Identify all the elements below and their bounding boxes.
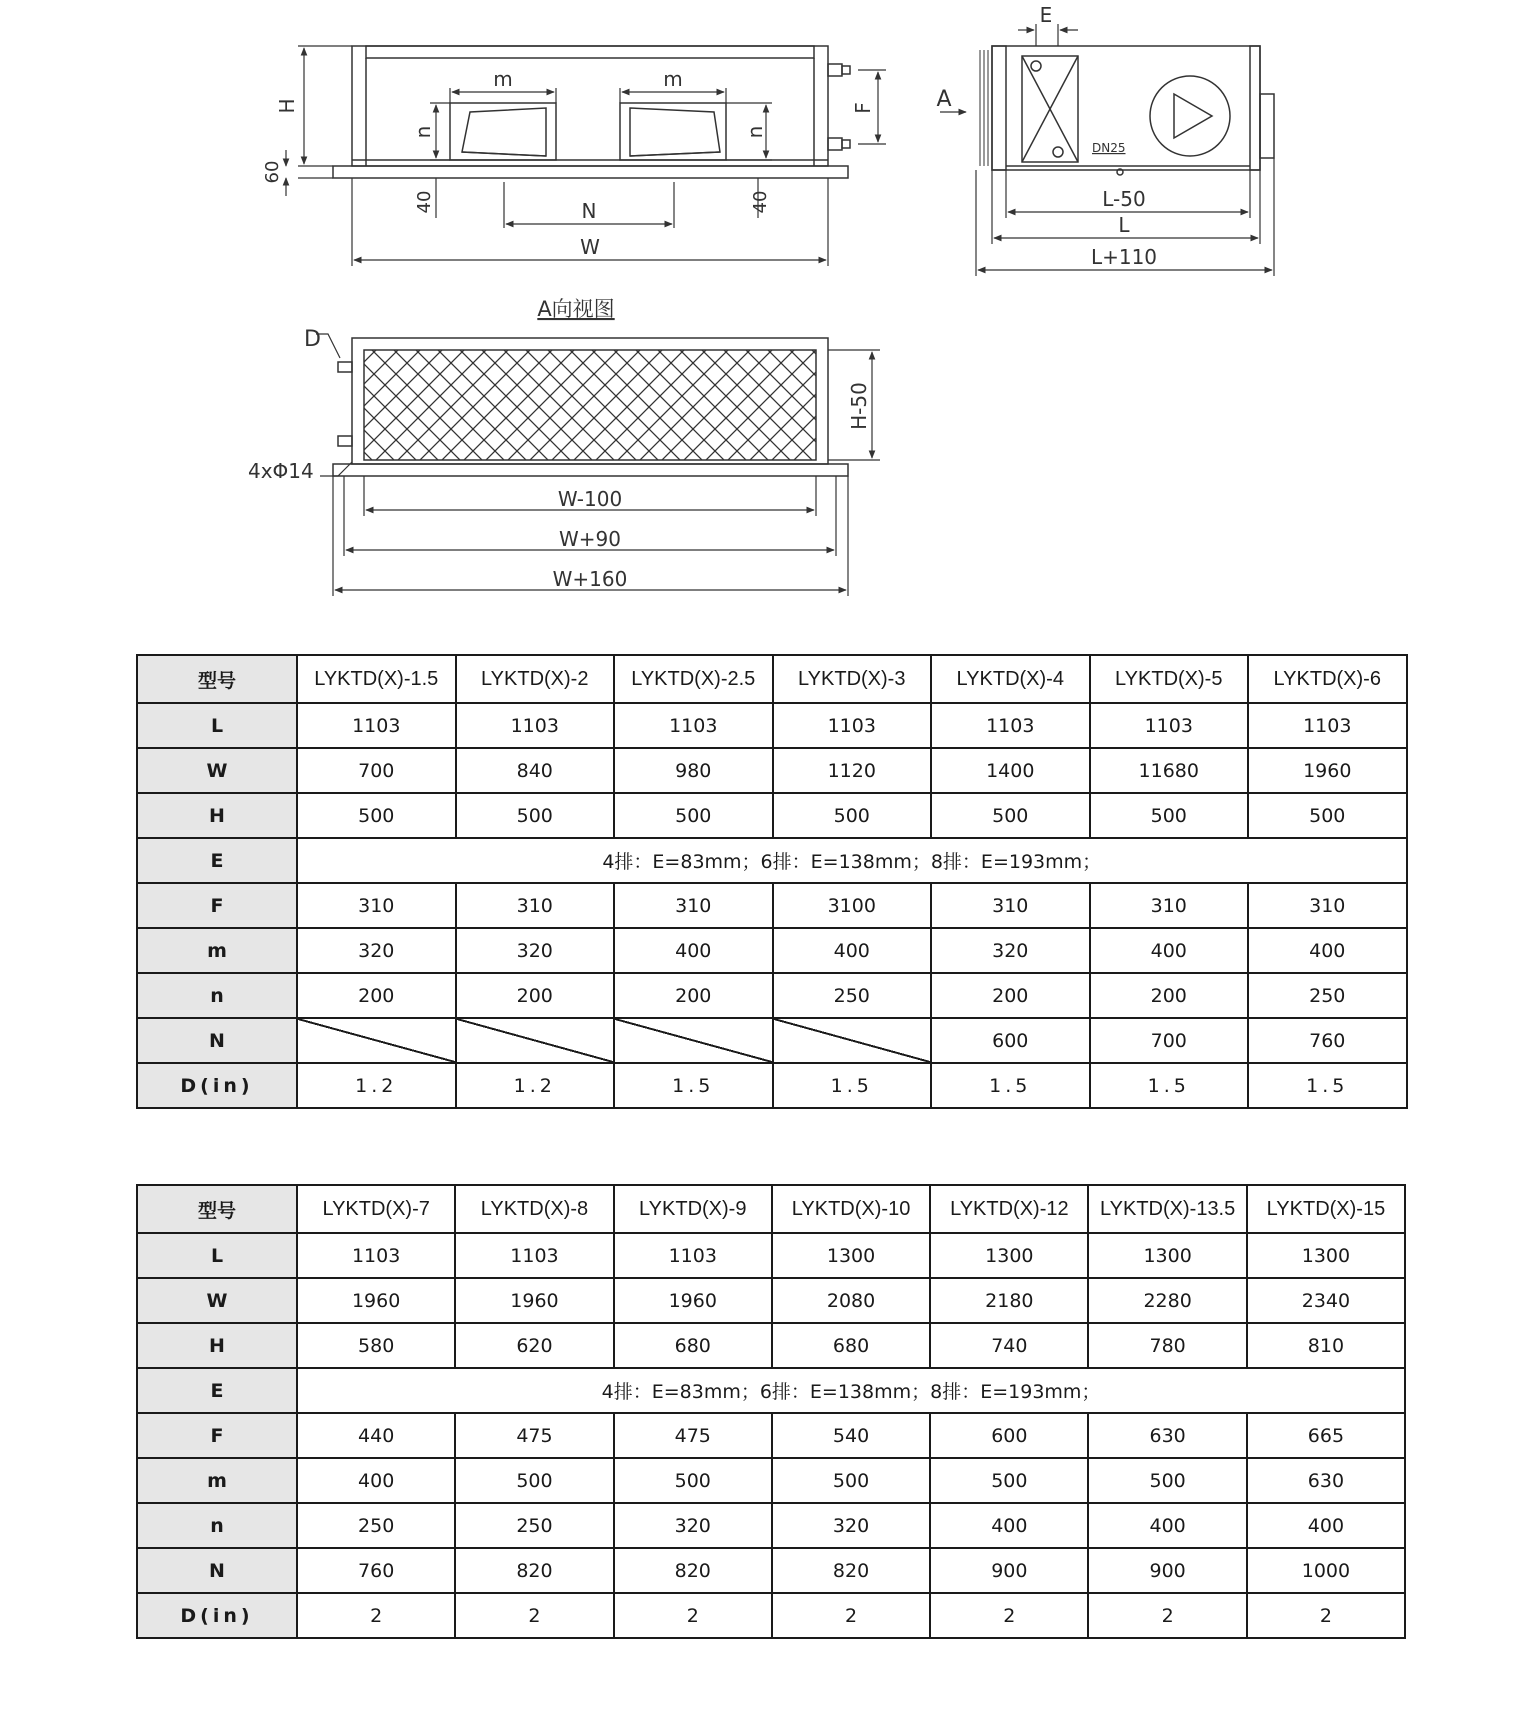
value-cell: 2 xyxy=(455,1593,613,1638)
table-row-w xyxy=(137,1278,1405,1323)
value-cell: 900 xyxy=(930,1548,1088,1593)
value-cell: 980 xyxy=(614,748,773,793)
value-cell: 2 xyxy=(1088,1593,1246,1638)
value-cell: 1.2 xyxy=(297,1063,456,1108)
value-cell: 630 xyxy=(1247,1458,1405,1503)
table-row-d xyxy=(137,1593,1405,1638)
value-cell: 500 xyxy=(614,793,773,838)
model-cell: LYKTD(X)-3 xyxy=(773,655,932,703)
value-cell: 250 xyxy=(455,1503,613,1548)
value-cell: 840 xyxy=(456,748,615,793)
label-dn25: DN25 xyxy=(1092,141,1126,155)
label-l-plus-110: L+110 xyxy=(1090,245,1158,269)
value-cell: 580 xyxy=(297,1323,455,1368)
value-cell: 500 xyxy=(1088,1458,1246,1503)
value-cell: 1.5 xyxy=(1248,1063,1407,1108)
front-view xyxy=(333,46,850,178)
model-cell: LYKTD(X)-6 xyxy=(1248,655,1407,703)
value-cell: 2 xyxy=(930,1593,1088,1638)
value-cell: 810 xyxy=(1247,1323,1405,1368)
table-row-d xyxy=(137,1063,1407,1108)
table-row-n-spacing xyxy=(137,1018,1407,1063)
value-cell: 1103 xyxy=(1248,703,1407,748)
value-cell: 700 xyxy=(297,748,456,793)
value-cell: 500 xyxy=(931,793,1090,838)
label-a: A xyxy=(936,87,952,112)
value-cell: 820 xyxy=(772,1548,930,1593)
value-cell: 2080 xyxy=(772,1278,930,1323)
row-label: N xyxy=(137,1548,297,1593)
not-applicable-cell xyxy=(456,1018,615,1063)
value-cell: 310 xyxy=(456,883,615,928)
row-label: n xyxy=(137,973,297,1018)
value-cell: 760 xyxy=(297,1548,455,1593)
value-cell: 310 xyxy=(1090,883,1249,928)
value-cell: 620 xyxy=(455,1323,613,1368)
value-cell: 310 xyxy=(297,883,456,928)
value-cell: 500 xyxy=(614,1458,772,1503)
value-cell: 1300 xyxy=(1088,1233,1246,1278)
value-cell: 200 xyxy=(456,973,615,1018)
value-cell: 500 xyxy=(297,793,456,838)
value-cell: 400 xyxy=(297,1458,455,1503)
model-cell: LYKTD(X)-1.5 xyxy=(297,655,456,703)
value-cell: 400 xyxy=(1088,1503,1246,1548)
row-label: F xyxy=(137,1413,297,1458)
model-cell: LYKTD(X)-10 xyxy=(772,1185,930,1233)
table-row-h xyxy=(137,793,1407,838)
value-cell: 250 xyxy=(773,973,932,1018)
row-label: m xyxy=(137,1458,297,1503)
label-40-left: 40 xyxy=(414,190,435,214)
table-row-l xyxy=(137,703,1407,748)
value-cell: 900 xyxy=(1088,1548,1246,1593)
model-cell: LYKTD(X)-12 xyxy=(930,1185,1088,1233)
spec-table-1 xyxy=(136,654,1408,1109)
value-cell: 250 xyxy=(1248,973,1407,1018)
value-cell: 1103 xyxy=(614,703,773,748)
side-view-labels xyxy=(936,3,1157,269)
value-cell: 1103 xyxy=(297,1233,455,1278)
value-cell: 1960 xyxy=(455,1278,613,1323)
label-m-right: m xyxy=(663,67,683,91)
value-cell: 200 xyxy=(614,973,773,1018)
value-cell: 2 xyxy=(772,1593,930,1638)
value-cell: 1300 xyxy=(1247,1233,1405,1278)
value-cell: 320 xyxy=(931,928,1090,973)
row-label: E xyxy=(137,1368,297,1413)
value-cell: 2280 xyxy=(1088,1278,1246,1323)
row-label: W xyxy=(137,748,297,793)
value-cell: 820 xyxy=(455,1548,613,1593)
value-cell: 500 xyxy=(455,1458,613,1503)
table-row-n xyxy=(137,973,1407,1018)
a-view xyxy=(333,338,848,476)
value-cell: 400 xyxy=(930,1503,1088,1548)
row-label: n xyxy=(137,1503,297,1548)
front-view-labels xyxy=(262,67,875,259)
value-cell: 400 xyxy=(1090,928,1249,973)
value-cell: 1.2 xyxy=(456,1063,615,1108)
value-cell: 665 xyxy=(1247,1413,1405,1458)
a-view-title: A向视图 xyxy=(537,297,615,321)
value-cell: 1.5 xyxy=(773,1063,932,1108)
value-cell: 630 xyxy=(1088,1413,1246,1458)
value-cell: 600 xyxy=(931,1018,1090,1063)
value-cell: 1103 xyxy=(456,703,615,748)
value-cell: 475 xyxy=(614,1413,772,1458)
value-cell: 320 xyxy=(614,1503,772,1548)
table-row-l xyxy=(137,1233,1405,1278)
model-cell: LYKTD(X)-7 xyxy=(297,1185,455,1233)
table-row-e xyxy=(137,1368,1405,1413)
header-cell: 型号 xyxy=(137,655,297,703)
label-l: L xyxy=(1118,213,1130,237)
label-l-minus-50: L-50 xyxy=(1102,187,1146,211)
label-m-left: m xyxy=(493,67,513,91)
label-w-minus-100: W-100 xyxy=(557,487,623,511)
value-cell: 3100 xyxy=(773,883,932,928)
value-cell: 2340 xyxy=(1247,1278,1405,1323)
technical-drawings xyxy=(0,0,1530,620)
row-label: m xyxy=(137,928,297,973)
value-cell: 500 xyxy=(930,1458,1088,1503)
table-row-w xyxy=(137,748,1407,793)
row-label: W xyxy=(137,1278,297,1323)
value-cell: 310 xyxy=(1248,883,1407,928)
table-row-n xyxy=(137,1503,1405,1548)
label-e: E xyxy=(1039,3,1053,27)
label-60: 60 xyxy=(262,160,283,184)
value-cell: 2 xyxy=(614,1593,772,1638)
value-cell: 2180 xyxy=(930,1278,1088,1323)
value-cell: 320 xyxy=(772,1503,930,1548)
value-cell: 680 xyxy=(772,1323,930,1368)
value-cell: 1103 xyxy=(931,703,1090,748)
model-cell: LYKTD(X)-13.5 xyxy=(1088,1185,1246,1233)
value-cell: 200 xyxy=(1090,973,1249,1018)
value-cell: 1.5 xyxy=(931,1063,1090,1108)
row-label: E xyxy=(137,838,297,883)
value-cell: 500 xyxy=(773,793,932,838)
value-cell: 2 xyxy=(1247,1593,1405,1638)
value-cell: 310 xyxy=(614,883,773,928)
value-cell: 760 xyxy=(1248,1018,1407,1063)
label-w-plus-90: W+90 xyxy=(559,527,621,551)
value-cell: 500 xyxy=(772,1458,930,1503)
label-d: D xyxy=(304,327,321,352)
row-label: F xyxy=(137,883,297,928)
value-cell: 1103 xyxy=(455,1233,613,1278)
value-cell: 475 xyxy=(455,1413,613,1458)
value-cell: 1960 xyxy=(297,1278,455,1323)
value-cell: 1300 xyxy=(772,1233,930,1278)
label-h-minus-50: H-50 xyxy=(847,382,871,430)
merged-value-cell: 4排：E=83mm；6排：E=138mm；8排：E=193mm； xyxy=(297,1368,1405,1413)
not-applicable-cell xyxy=(297,1018,456,1063)
value-cell: 200 xyxy=(297,973,456,1018)
value-cell: 1.5 xyxy=(1090,1063,1249,1108)
row-label: D(in) xyxy=(137,1063,297,1108)
row-label: N xyxy=(137,1018,297,1063)
value-cell: 1103 xyxy=(614,1233,772,1278)
value-cell: 740 xyxy=(930,1323,1088,1368)
value-cell: 1960 xyxy=(1248,748,1407,793)
value-cell: 1400 xyxy=(931,748,1090,793)
label-n-left: n xyxy=(411,125,435,139)
not-applicable-cell xyxy=(614,1018,773,1063)
value-cell: 600 xyxy=(930,1413,1088,1458)
value-cell: 500 xyxy=(456,793,615,838)
model-cell: LYKTD(X)-2.5 xyxy=(614,655,773,703)
value-cell: 1960 xyxy=(614,1278,772,1323)
label-w-plus-160: W+160 xyxy=(552,567,628,591)
row-label: H xyxy=(137,1323,297,1368)
value-cell: 1103 xyxy=(773,703,932,748)
value-cell: 1120 xyxy=(773,748,932,793)
spec-table-2 xyxy=(136,1184,1406,1639)
value-cell: 320 xyxy=(456,928,615,973)
model-cell: LYKTD(X)-2 xyxy=(456,655,615,703)
value-cell: 310 xyxy=(931,883,1090,928)
value-cell: 1103 xyxy=(1090,703,1249,748)
row-label: L xyxy=(137,1233,297,1278)
value-cell: 780 xyxy=(1088,1323,1246,1368)
value-cell: 500 xyxy=(1248,793,1407,838)
table-row-f xyxy=(137,883,1407,928)
label-holes: 4xΦ14 xyxy=(248,459,314,483)
fan-icon xyxy=(1150,76,1230,156)
model-cell: LYKTD(X)-9 xyxy=(614,1185,772,1233)
value-cell: 500 xyxy=(1090,793,1249,838)
value-cell: 1103 xyxy=(297,703,456,748)
model-cell: LYKTD(X)-5 xyxy=(1090,655,1249,703)
model-cell: LYKTD(X)-15 xyxy=(1247,1185,1405,1233)
label-h: H xyxy=(275,98,299,114)
table-row-n-spacing xyxy=(137,1548,1405,1593)
value-cell: 11680 xyxy=(1090,748,1249,793)
value-cell: 200 xyxy=(931,973,1090,1018)
not-applicable-cell xyxy=(773,1018,932,1063)
table-row-f xyxy=(137,1413,1405,1458)
value-cell: 820 xyxy=(614,1548,772,1593)
label-n-right: n xyxy=(743,125,767,139)
table-row-h xyxy=(137,1323,1405,1368)
value-cell: 400 xyxy=(773,928,932,973)
value-cell: 1300 xyxy=(930,1233,1088,1278)
merged-value-cell: 4排：E=83mm；6排：E=138mm；8排：E=193mm； xyxy=(297,838,1407,883)
value-cell: 320 xyxy=(297,928,456,973)
value-cell: 1000 xyxy=(1247,1548,1405,1593)
value-cell: 700 xyxy=(1090,1018,1249,1063)
value-cell: 440 xyxy=(297,1413,455,1458)
value-cell: 400 xyxy=(1247,1503,1405,1548)
side-view xyxy=(980,46,1274,175)
value-cell: 680 xyxy=(614,1323,772,1368)
value-cell: 540 xyxy=(772,1413,930,1458)
row-label: L xyxy=(137,703,297,748)
label-f: F xyxy=(851,102,875,114)
table-row-m xyxy=(137,928,1407,973)
table-row-m xyxy=(137,1458,1405,1503)
table-header-row xyxy=(137,1185,1405,1233)
label-40-right: 40 xyxy=(750,190,771,214)
row-label: H xyxy=(137,793,297,838)
value-cell: 400 xyxy=(614,928,773,973)
model-cell: LYKTD(X)-8 xyxy=(455,1185,613,1233)
value-cell: 1.5 xyxy=(614,1063,773,1108)
value-cell: 400 xyxy=(1248,928,1407,973)
value-cell: 2 xyxy=(297,1593,455,1638)
value-cell: 250 xyxy=(297,1503,455,1548)
label-w: W xyxy=(580,235,600,259)
model-cell: LYKTD(X)-4 xyxy=(931,655,1090,703)
label-n-spacing: N xyxy=(581,199,597,223)
row-label: D(in) xyxy=(137,1593,297,1638)
table-row-e xyxy=(137,838,1407,883)
table-header-row xyxy=(137,655,1407,703)
front-view-dimensions xyxy=(286,46,886,266)
header-cell: 型号 xyxy=(137,1185,297,1233)
